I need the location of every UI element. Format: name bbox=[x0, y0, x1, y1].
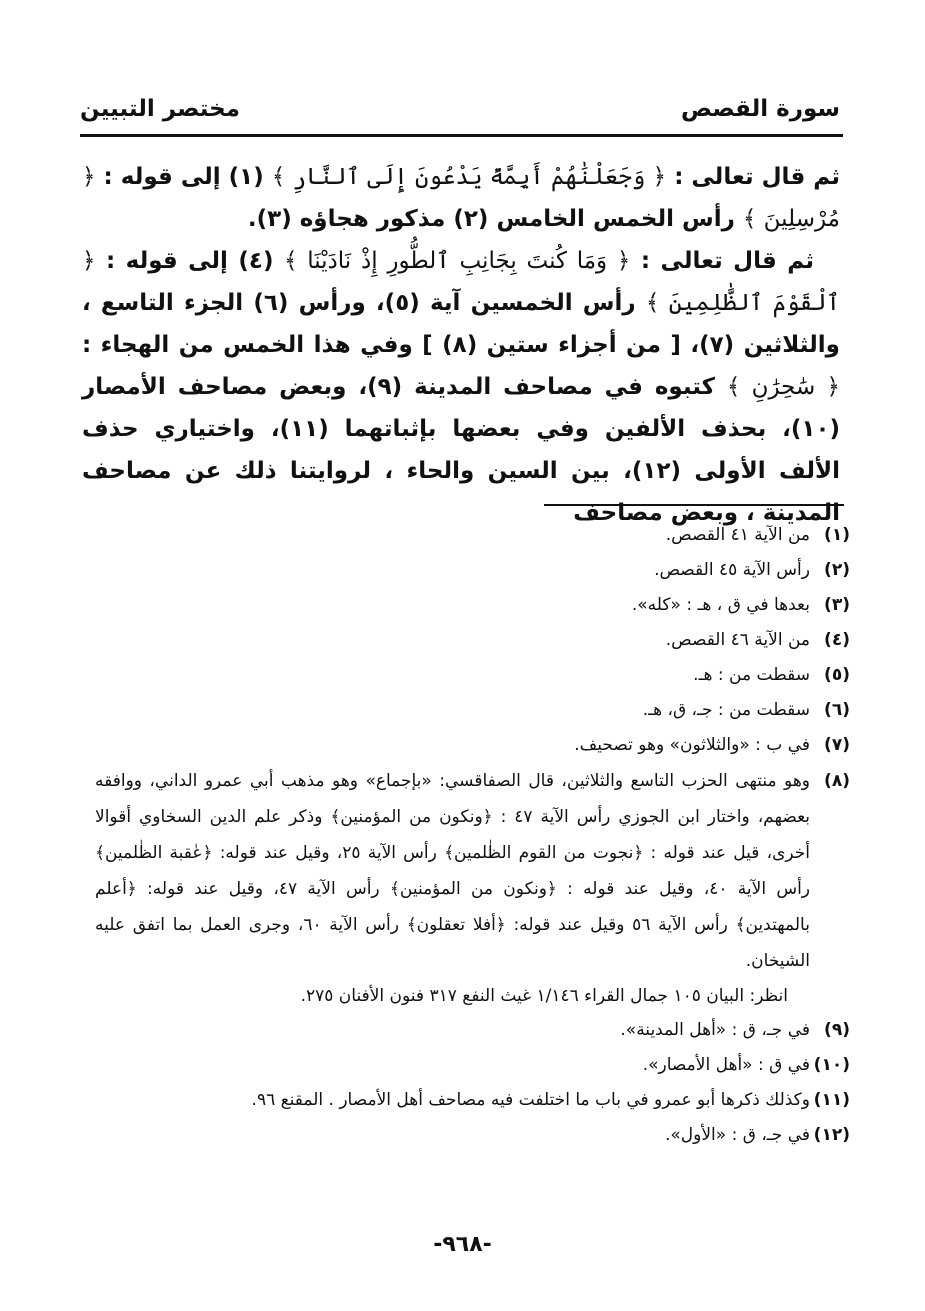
text-run: رأس الخمس الخامس bbox=[496, 206, 735, 232]
quran-quote: ﴿ وَمَا كُنتَ بِجَانِبِ ٱلطُّورِ إِذْ نَادَيْنَا ﴾ bbox=[283, 248, 631, 274]
footnote-marker: (٥) bbox=[384, 290, 420, 316]
footnote-text: في ق : «أهل الأمصار». bbox=[642, 1055, 810, 1075]
footnote-number: (١٢) bbox=[813, 1125, 850, 1145]
footnote-8 bbox=[95, 763, 850, 979]
footnote-marker: (٤) bbox=[238, 248, 274, 274]
footnote-marker: (٢) bbox=[453, 206, 489, 232]
footnote-10 bbox=[95, 1048, 850, 1083]
footnote-11 bbox=[95, 1083, 850, 1118]
quran-quote: ﴿ ٱلْقَوْمَ ٱلظَّٰلِمِينَ ﴾ bbox=[82, 248, 840, 316]
text-run: ، وبعض مصاحف الأمصار bbox=[82, 374, 368, 400]
text-run: إلى قوله : bbox=[103, 164, 221, 190]
footnote-6 bbox=[95, 693, 850, 728]
footnote-text: من الآية ٤١ القصص. bbox=[665, 525, 810, 545]
paragraph-1 bbox=[82, 156, 840, 240]
footnote-text: وهو منتهى الحزب التاسع والثلاثين، قال الصفاقسي: «بإجماع» وهو مذهب أبي عمرو الداني، ووافقه بعضهم، واختار ابن الجوزي رأس الآية ٤٧ : ﴿ونكون من المؤمنين﴾ وذكر علم الدين السخاوي أقوالا أخرى، قيل عند قوله : ﴿نجوت من القوم الظٰلمين﴾ رأس الآية ٢٥، وقيل عند قوله: ﴿عٰقبة الظٰلمين﴾ رأس الآية ٤٠، وقيل عند قوله : ﴿ونكون من المؤمنين﴾ رأس الآية ٤٧، وقيل عند قوله: ﴿أعلم بالمهتدين﴾ رأس الآية ٥٦ وقيل عند قوله: ﴿أفلا تعقلون﴾ رأس الآية ٦٠، وجرى العمل بما اتفق عليه الشيخان. bbox=[95, 771, 811, 971]
footnote-marker: (١٢) bbox=[631, 458, 681, 484]
footnote-number: (٦) bbox=[824, 700, 850, 720]
footnote-text: سقطت من : هـ. bbox=[693, 665, 810, 685]
footnote-2 bbox=[95, 553, 850, 588]
text-run: ، [ من أجزاء ستين bbox=[486, 332, 700, 358]
text-run: ، ورأس bbox=[298, 290, 385, 316]
quran-quote: ﴿ مُرْسِلِينَ ﴾ bbox=[82, 164, 840, 232]
footnote-marker: (٧) bbox=[699, 332, 735, 358]
footnote-3 bbox=[95, 588, 850, 623]
footnote-marker: (٣) bbox=[256, 206, 292, 232]
footnote-marker: (١) bbox=[228, 164, 264, 190]
footnote-number: (٢) bbox=[824, 560, 850, 580]
text-run: ، بين السين والحاء ، لروايتنا ذلك عن مصاحف المدينة ، وبعض مصاحف bbox=[82, 458, 840, 526]
paragraph-2 bbox=[82, 240, 840, 534]
footnote-text: في ب : «والثلاثون» وهو تصحيف. bbox=[574, 735, 810, 755]
surah-title: سورة القصص bbox=[681, 96, 840, 122]
footnote-number: (٧) bbox=[824, 735, 850, 755]
page-number: -٩٦٨- bbox=[433, 1232, 492, 1257]
text-run: الجزء التاسع ، والثلاثين bbox=[82, 290, 840, 358]
footnote-7 bbox=[95, 728, 850, 763]
text-run: مذكور هجاؤه bbox=[299, 206, 446, 232]
footnote-text: سقطت من : جـ، ق، هـ. bbox=[642, 700, 810, 720]
quran-quote: ﴿ وَجَعَلْنَٰهُمْ أَيِمَّةً يَدْعُونَ إِلَى ٱلنَّارِ ﴾ bbox=[271, 164, 667, 190]
text-run: رأس الخمسين آية bbox=[429, 290, 636, 316]
footnote-number: (٨) bbox=[824, 771, 850, 791]
footnote-separator bbox=[544, 504, 844, 506]
footnote-number: (٤) bbox=[824, 630, 850, 650]
footnote-number: (١١) bbox=[813, 1090, 850, 1110]
footnote-marker: (٦) bbox=[253, 290, 289, 316]
footnote-5 bbox=[95, 658, 850, 693]
footnote-9 bbox=[95, 1013, 850, 1048]
footnote-text: بعدها في ق ، هـ : «كله». bbox=[631, 595, 810, 615]
footnote-number: (٥) bbox=[824, 665, 850, 685]
footnote-text: في جـ، ق : «الأول». bbox=[665, 1125, 810, 1145]
text-run: إلى قوله : bbox=[105, 248, 228, 274]
footnote-1 bbox=[95, 518, 850, 553]
text-run: ، واختياري حذف الألف الأولى bbox=[82, 416, 840, 484]
footnote-marker: (١١) bbox=[279, 416, 329, 442]
text-run: ] وفي هذا الخمس من الهجاء : bbox=[82, 332, 433, 358]
text-run: ثم قال تعالى : bbox=[640, 248, 814, 274]
footnote-8-reference: انظر: البيان ١٠٥ جمال القراء ١/١٤٦ غيث النفع ٣١٧ فنون الأفنان ٢٧٥. bbox=[300, 986, 788, 1006]
footnote-marker: (٩) bbox=[367, 374, 403, 400]
header-rule bbox=[80, 134, 843, 137]
running-header bbox=[80, 92, 840, 132]
footnote-marker: (١٠) bbox=[790, 416, 840, 442]
footnotes bbox=[95, 518, 850, 1153]
quran-quote: ﴿ سَٰحِرَٰنِ ﴾ bbox=[726, 374, 840, 400]
footnote-text: رأس الآية ٤٥ القصص. bbox=[654, 560, 810, 580]
text-run: كتبوه في مصاحف المدينة bbox=[414, 374, 715, 400]
footnote-marker: (٨) bbox=[442, 332, 478, 358]
text-run: . bbox=[247, 206, 257, 232]
footnote-number: (٩) bbox=[824, 1020, 850, 1040]
footnote-text: وكذلك ذكرها أبو عمرو في باب ما اختلفت فيه مصاحف أهل الأمصار . المقنع ٩٦. bbox=[251, 1090, 810, 1110]
text-run: ، بحذف الألفين وفي بعضها بإثباتهما bbox=[344, 416, 791, 442]
footnote-number: (١٠) bbox=[813, 1055, 850, 1075]
book-title: مختصر التبيين bbox=[80, 96, 240, 122]
footnote-text: في جـ، ق : «أهل المدينة». bbox=[620, 1020, 810, 1040]
footnote-number: (١) bbox=[824, 525, 850, 545]
footnote-number: (٣) bbox=[824, 595, 850, 615]
main-text bbox=[82, 156, 840, 534]
text-run: ثم قال تعالى : bbox=[674, 164, 840, 190]
footnote-12 bbox=[95, 1118, 850, 1153]
footnote-text: من الآية ٤٦ القصص. bbox=[665, 630, 810, 650]
footnote-4 bbox=[95, 623, 850, 658]
